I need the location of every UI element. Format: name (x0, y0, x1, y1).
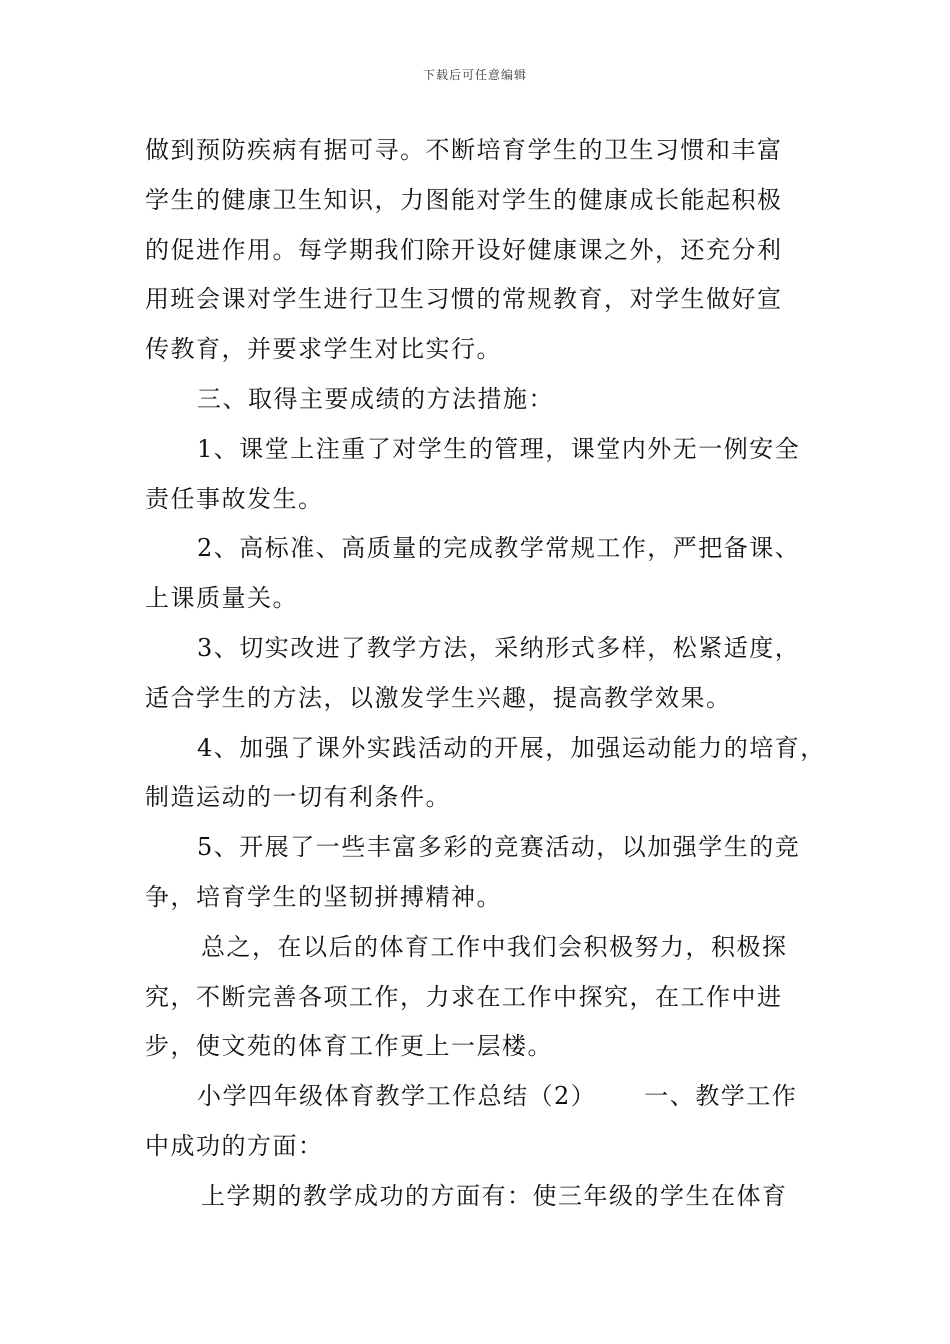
document-body (145, 126, 826, 1222)
text-line: 3、切实改进了教学方法，采纳形式多样，松紧适度， (197, 633, 801, 662)
text-line: 做到预防疾病有据可寻。不断培育学生的卫生习惯和丰富 (145, 136, 783, 164)
text-line: 步，使文苑的体育工作更上一层楼。 (145, 1032, 553, 1061)
section-title-line (145, 1072, 810, 1122)
text-line: 上课质量关。 (145, 584, 298, 613)
text-line: 究，不断完善各项工作，力求在工作中探究，在工作中进 (145, 982, 783, 1011)
section-heading: 三、取得主要成绩的方法措施： (197, 384, 554, 413)
text-line: 传教育，并要求学生对比实行。 (145, 335, 502, 364)
document-title: 小学四年级体育教学工作总结（2） (197, 1082, 597, 1111)
text-line: 的促进作用。每学期我们除开设好健康课之外，还充分利 (145, 235, 783, 264)
text-line: 上学期的教学成功的方面有：使三年级的学生在体育 (201, 1181, 788, 1210)
text-line: 学生的健康卫生知识，力图能对学生的健康成长能起积极 (145, 185, 783, 214)
text-line: 适合学生的方法，以激发学生兴趣，提高教学效果。 (145, 683, 732, 712)
text-line: 1、课堂上注重了对学生的管理，课堂内外无一例安全 (197, 434, 801, 463)
text-line: 2、高标准、高质量的完成教学常规工作，严把备课、 (197, 534, 801, 563)
text-line: 争，培育学生的坚韧拼搏精神。 (145, 882, 502, 911)
text-line: 中成功的方面： (145, 1131, 324, 1160)
text-line: 责任事故发生。 (145, 484, 324, 513)
section-heading: 一、教学工作 (644, 1082, 798, 1111)
text-line: 5、开展了一些丰富多彩的竞赛活动，以加强学生的竞 (197, 833, 801, 862)
text-line: 用班会课对学生进行卫生习惯的常规教育，对学生做好宣 (145, 285, 783, 314)
text-line: 制造运动的一切有利条件。 (145, 783, 451, 812)
page-header-note: 下载后可任意编辑 (422, 68, 527, 82)
text-line: 总之，在以后的体育工作中我们会积极努力，积极探 (201, 932, 788, 961)
text-line: 4、加强了课外实践活动的开展，加强运动能力的培育， (197, 733, 826, 762)
